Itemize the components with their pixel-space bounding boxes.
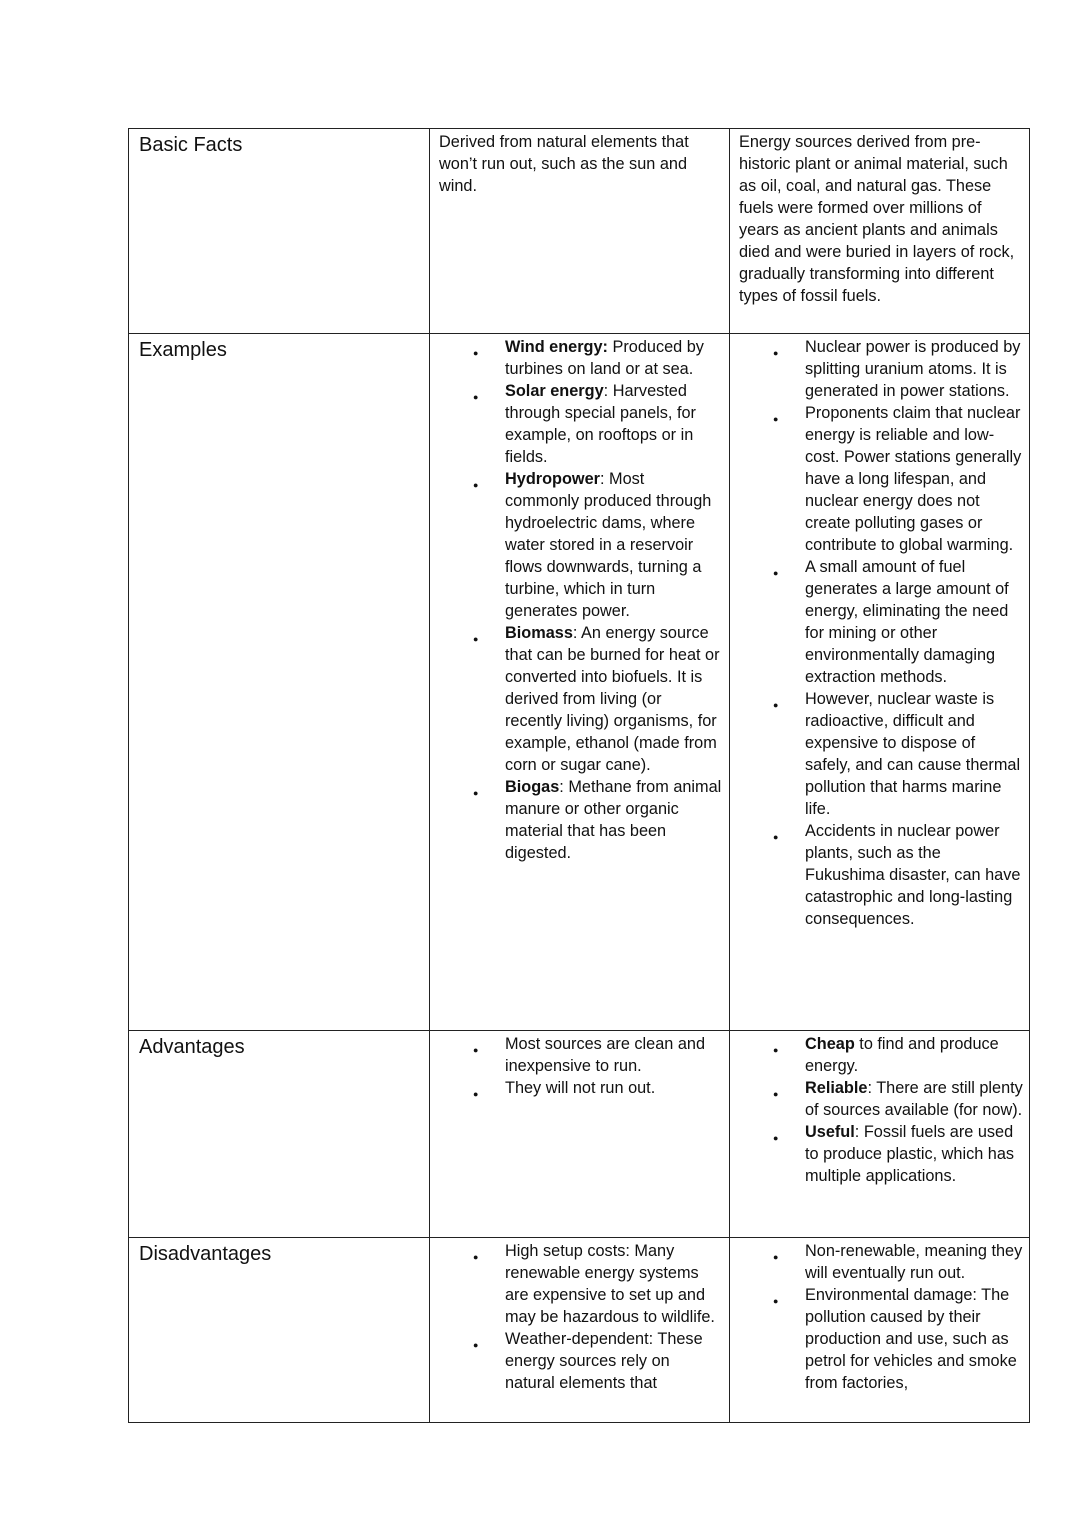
- bullet-icon: ●: [773, 832, 779, 842]
- nonrenewable-examples-list: [730, 334, 1029, 930]
- energy-comparison-table: [128, 128, 1030, 1423]
- bullet-icon: ●: [773, 348, 779, 358]
- bullet-icon: ●: [473, 1045, 479, 1055]
- list-item: [730, 1284, 1023, 1394]
- table-row-advantages: [129, 1031, 1030, 1238]
- list-item: [730, 820, 1023, 930]
- item-term: Biogas: [505, 778, 560, 796]
- item-text: Most sources are clean and inexpensive to run.: [505, 1035, 706, 1075]
- list-item: [730, 556, 1023, 688]
- row-label: Disadvantages: [139, 1243, 272, 1265]
- item-text: : There are still plenty of sources available (for now).: [805, 1079, 1023, 1119]
- list-item: [430, 1328, 723, 1394]
- bullet-icon: ●: [773, 568, 779, 578]
- renewable-examples-list: [430, 334, 729, 864]
- bullet-icon: ●: [473, 480, 479, 490]
- bullet-icon: ●: [773, 1252, 779, 1262]
- bullet-icon: ●: [473, 634, 479, 644]
- bullet-icon: ●: [773, 1133, 779, 1143]
- item-text: : Fossil fuels are used to produce plastic, which has multiple applications.: [805, 1123, 1015, 1185]
- list-item: [730, 688, 1023, 820]
- item-text: They will not run out.: [505, 1079, 656, 1097]
- nonrenewable-disadvantages-list: [730, 1238, 1029, 1394]
- item-term: Cheap: [805, 1035, 855, 1053]
- item-text: However, nuclear waste is radioactive, difficult and expensive to dispose of safely, and can cause thermal pollution that harms marine life.: [805, 690, 1021, 818]
- table-row-disadvantages: [129, 1238, 1030, 1423]
- item-term: Reliable: [805, 1079, 868, 1097]
- item-text: to find and produce energy.: [805, 1035, 999, 1075]
- item-text: Weather-dependent: These energy sources rely on natural elements that: [505, 1330, 703, 1392]
- item-text: : Harvested through special panels, for example, on rooftops or in fields.: [505, 382, 696, 466]
- list-item: [730, 1121, 1023, 1187]
- row-label: Advantages: [139, 1036, 245, 1058]
- item-text: A small amount of fuel generates a large amount of energy, eliminating the need for mining or other environmentally damaging extraction methods.: [805, 558, 1009, 686]
- item-text: Environmental damage: The pollution caused by their production and use, such as petrol for vehicles and smoke from factories,: [805, 1286, 1017, 1392]
- table-row-basic-facts: [129, 129, 1030, 334]
- item-text: Proponents claim that nuclear energy is reliable and low-cost. Power stations generally have a long lifespan, and nuclear energy does not create polluting gases or contribute to global warming.: [805, 404, 1022, 554]
- list-item: [730, 1077, 1023, 1121]
- bullet-icon: ●: [473, 1340, 479, 1350]
- item-term: Solar energy: [505, 382, 604, 400]
- list-item: [430, 380, 723, 468]
- item-term: Hydropower: [505, 470, 600, 488]
- renewable-advantages-list: [430, 1031, 729, 1099]
- renewable-basic-facts: Derived from natural elements that won’t run out, such as the sun and wind.: [439, 133, 689, 195]
- list-item: [430, 336, 723, 380]
- bullet-icon: ●: [773, 1045, 779, 1055]
- list-item: [730, 1033, 1023, 1077]
- row-label: Examples: [139, 339, 227, 361]
- item-term: Useful: [805, 1123, 855, 1141]
- item-text: : Methane from animal manure or other organic material that has been digested.: [505, 778, 722, 862]
- bullet-icon: ●: [473, 1252, 479, 1262]
- list-item: [430, 468, 723, 622]
- item-text: : An energy source that can be burned for heat or converted into biofuels. It is derived from living (or recently living) organisms, for example, ethanol (made from corn or sugar cane).: [505, 624, 720, 774]
- item-text: Produced by turbines on land or at sea.: [505, 338, 704, 378]
- bullet-icon: ●: [773, 700, 779, 710]
- item-text: Non-renewable, meaning they will eventually run out.: [805, 1242, 1023, 1282]
- bullet-icon: ●: [473, 348, 479, 358]
- bullet-icon: ●: [773, 1089, 779, 1099]
- bullet-icon: ●: [473, 1089, 479, 1099]
- bullet-icon: ●: [773, 1296, 779, 1306]
- table-row-examples: [129, 334, 1030, 1031]
- list-item: [730, 402, 1023, 556]
- item-text: High setup costs: Many renewable energy systems are expensive to set up and may be hazardous to wildlife.: [505, 1242, 715, 1326]
- item-text: Accidents in nuclear power plants, such as the Fukushima disaster, can have catastrophic and long-lasting consequences.: [805, 822, 1021, 928]
- list-item: [430, 1077, 723, 1099]
- renewable-disadvantages-list: [430, 1238, 729, 1394]
- item-term: Biomass: [505, 624, 573, 642]
- row-label: Basic Facts: [139, 134, 243, 156]
- list-item: [430, 1240, 723, 1328]
- nonrenewable-basic-facts: Energy sources derived from pre-historic plant or animal material, such as oil, coal, and natural gas. These fuels were formed over millions of years as ancient plants and animals died and were buried in layers of rock, gradually transforming into different types of fossil fuels.: [739, 133, 1015, 305]
- list-item: [730, 336, 1023, 402]
- list-item: [430, 622, 723, 776]
- bullet-icon: ●: [473, 788, 479, 798]
- item-term: Wind energy:: [505, 338, 608, 356]
- nonrenewable-advantages-list: [730, 1031, 1029, 1187]
- list-item: [430, 1033, 723, 1077]
- item-text: Nuclear power is produced by splitting uranium atoms. It is generated in power stations.: [805, 338, 1021, 400]
- list-item: [730, 1240, 1023, 1284]
- item-text: : Most commonly produced through hydroelectric dams, where water stored in a reservoir flows downwards, turning a turbine, which in turn generates power.: [505, 470, 712, 620]
- bullet-icon: ●: [473, 392, 479, 402]
- list-item: [430, 776, 723, 864]
- bullet-icon: ●: [773, 414, 779, 424]
